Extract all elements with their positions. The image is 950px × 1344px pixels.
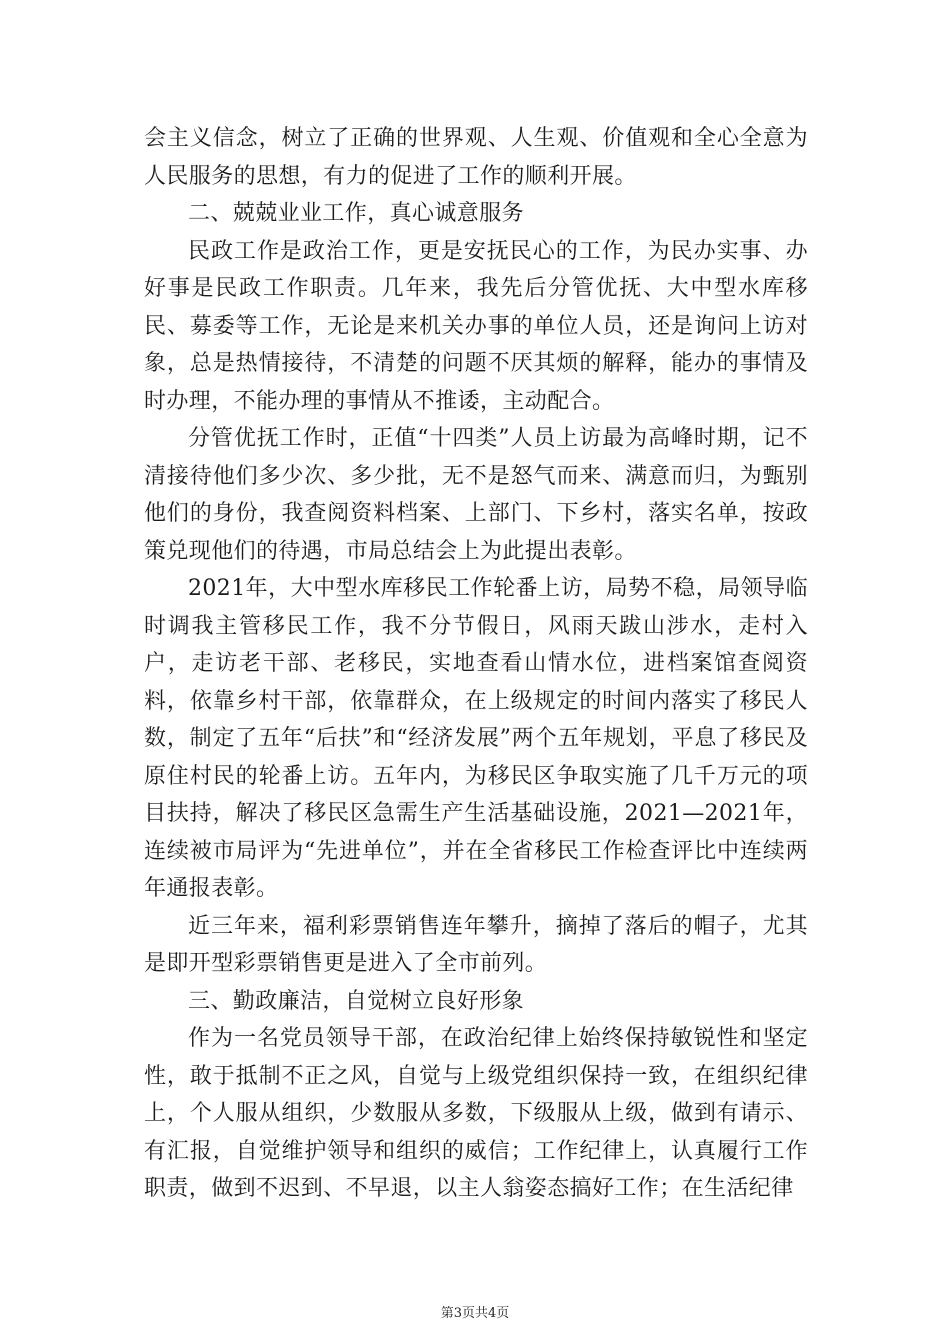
paragraph-continuation: 会主义信念，树立了正确的世界观、人生观、价值观和全心全意为人民服务的思想，有力的促进了工作的顺利开展。 bbox=[144, 126, 808, 189]
paragraph: 民政工作是政治工作，更是安抚民心的工作，为民办实事、办好事是民政工作职责。几年来，我先后分管优抚、大中型水库移民、募委等工作，无论是来机关办事的单位人员，还是询问上访对象，总是热情接待，不清楚的问题不厌其烦的解释，能办的事情及时办理，不能办理的事情从不推诿，主动配合。 bbox=[144, 238, 808, 414]
section-heading-2: 二、兢兢业业工作，真心诚意服务 bbox=[188, 201, 525, 226]
page-footer bbox=[0, 1302, 950, 1321]
paragraph: 近三年来，福利彩票销售连年攀升，摘掉了落后的帽子，尤其是即开型彩票销售更是进入了全市前列。 bbox=[144, 913, 808, 976]
paragraph: 作为一名党员领导干部，在政治纪律上始终保持敏锐性和坚定性，敢于抵制不正之风，自觉与上级党组织保持一致，在组织纪律上，个人服从组织，少数服从多数，下级服从上级，做到有请示、有汇报，自觉维护领导和组织的威信；工作纪律上，认真履行工作职责，做到不迟到、不早退，以主人翁姿态搞好工作；在生活纪律 bbox=[144, 1026, 808, 1201]
section-heading-3: 三、勤政廉洁，自觉树立良好形象 bbox=[188, 988, 525, 1014]
paragraph: 2021年，大中型水库移民工作轮番上访，局势不稳，局领导临时调我主管移民工作，我不分节假日，风雨天跋山涉水，走村入户，走访老干部、老移民，实地查看山情水位，进档案馆查阅资料，依靠乡村干部，依靠群众，在上级规定的时间内落实了移民人数，制定了五年“后扶”和“经济发展”两个五年规划，平息了移民及原住村民的轮番上访。五年内，为移民区争取实施了几千万元的项目扶持，解决了移民区急需生产生活基础设施，2021—2021年，连续被市局评为“先进单位”，并在全省移民工作检查评比中连续两年通报表彰。 bbox=[144, 576, 808, 901]
page-number: 第3页共4页 bbox=[440, 1306, 510, 1321]
paragraph: 分管优抚工作时，正值“十四类”人员上访最为高峰时期，记不清接待他们多少次、多少批，无不是怒气而来、满意而归，为甄别他们的身份，我查阅资料档案、上部门、下乡村，落实名单，按政策兑现他们的待遇，市局总结会上为此提出表彰。 bbox=[144, 426, 808, 564]
document-body bbox=[144, 120, 808, 1208]
